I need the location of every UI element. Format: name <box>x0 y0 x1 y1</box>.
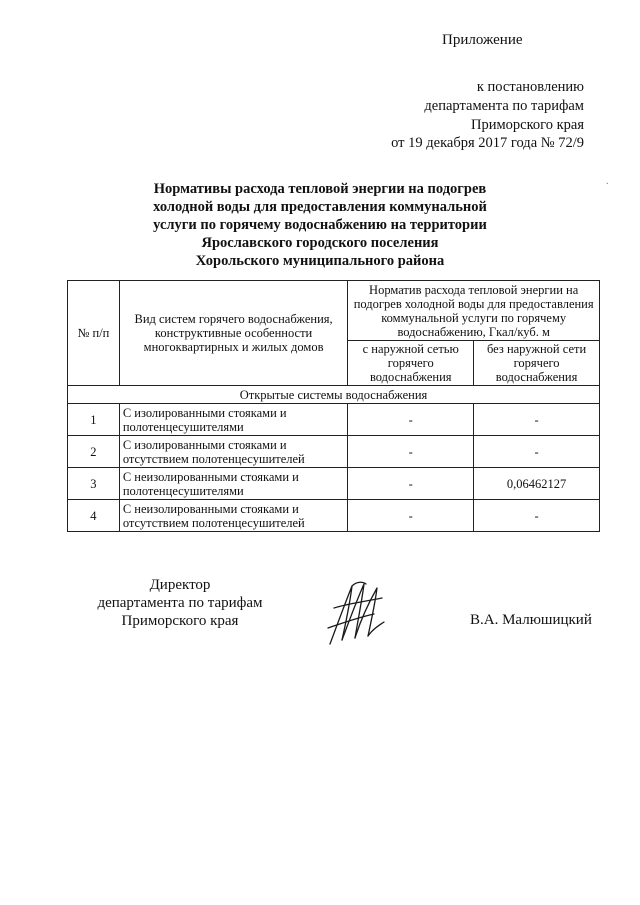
signatory-position-line-2: департамента по тарифам <box>97 595 263 611</box>
row-description: С неизолированными стояками и отсутствием полотенцесушителей <box>119 500 348 532</box>
signatory-position <box>60 576 300 630</box>
norms-table <box>67 280 600 532</box>
signatory-name: В.А. Малюшицкий <box>470 612 592 628</box>
corner-mark: . <box>606 176 609 187</box>
annex-line-3: Приморского края <box>470 117 584 133</box>
document-title-line-3: услуги по горячему водоснабжению на территории <box>153 217 487 233</box>
annex-line-4: от 19 декабря 2017 года № 72/9 <box>391 135 584 151</box>
row-description: С неизолированными стояками и полотенцесушителями <box>119 468 348 500</box>
row-without-network: - <box>474 436 600 468</box>
row-with-network: - <box>348 468 474 500</box>
document-title <box>110 180 530 270</box>
row-description: С изолированными стояками и полотенцесушителями <box>119 404 348 436</box>
header-num: № п/п <box>68 281 120 386</box>
row-without-network: - <box>474 404 600 436</box>
header-system-type: Вид систем горячего водоснабжения, конструктивные особенности многоквартирных и жилых домов <box>119 281 348 386</box>
row-with-network: - <box>348 500 474 532</box>
row-with-network: - <box>348 436 474 468</box>
row-without-network: 0,06462127 <box>474 468 600 500</box>
header-with-network: с наружной сетью горячего водоснабжения <box>348 341 474 386</box>
section-open-systems: Открытые системы водоснабжения <box>68 386 600 404</box>
row-num: 4 <box>68 500 120 532</box>
annex-line-1: к постановлению <box>476 79 584 95</box>
annex-line-2: департамента по тарифам <box>424 98 584 114</box>
document-title-line-5: Хорольского муниципального района <box>195 253 445 269</box>
row-num: 1 <box>68 404 120 436</box>
table-row <box>68 500 600 532</box>
document-title-line-2: холодной воды для предоставления коммунальной <box>153 199 487 215</box>
document-title-line-4: Ярославского городского поселения <box>201 235 439 251</box>
row-with-network: - <box>348 404 474 436</box>
table-row <box>68 468 600 500</box>
table-row <box>68 436 600 468</box>
handwritten-signature <box>322 578 392 648</box>
table-row <box>68 404 600 436</box>
header-without-network: без наружной сети горячего водоснабжения <box>474 341 600 386</box>
row-without-network: - <box>474 500 600 532</box>
annex-title: Приложение <box>442 32 523 48</box>
signatory-position-line-1: Директор <box>149 577 211 593</box>
row-description: С изолированными стояками и отсутствием полотенцесушителей <box>119 436 348 468</box>
signatory-position-line-3: Приморского края <box>121 613 239 629</box>
header-norm: Норматив расхода тепловой энергии на подогрев холодной воды для предоставления коммунальной услуги по горячему водоснабжению, Гкал/куб. м <box>348 281 600 341</box>
row-num: 3 <box>68 468 120 500</box>
row-num: 2 <box>68 436 120 468</box>
document-title-line-1: Нормативы расхода тепловой энергии на подогрев <box>153 181 487 197</box>
